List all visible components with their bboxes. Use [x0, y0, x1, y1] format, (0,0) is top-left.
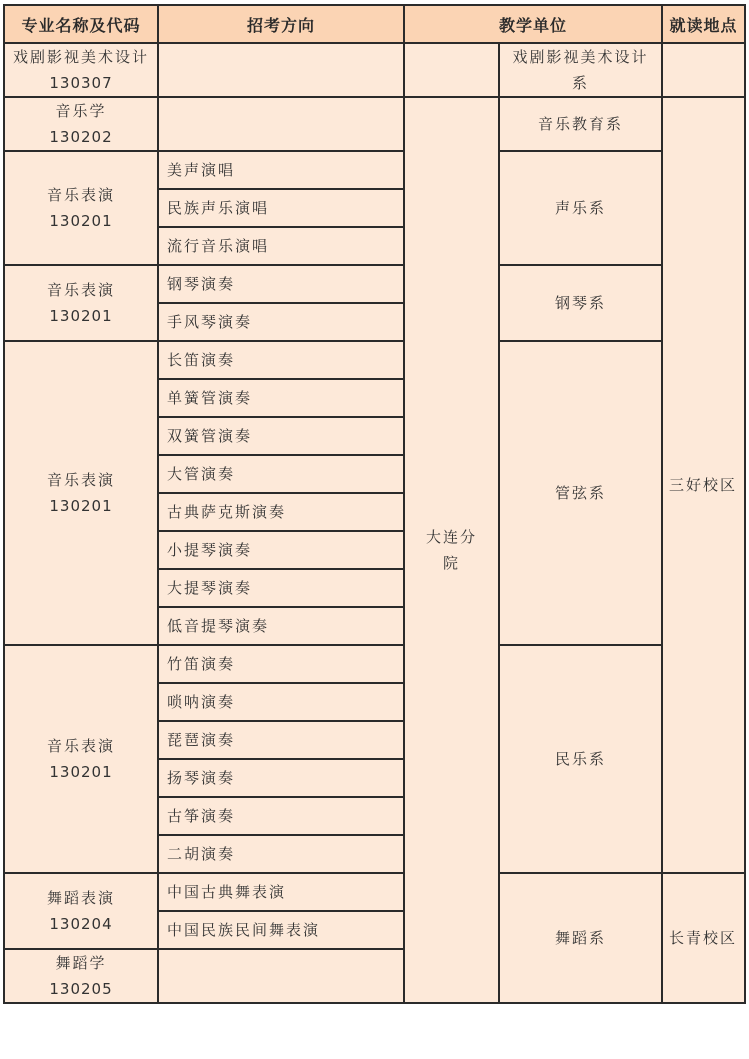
dalian-branch-cell: 大连分院 — [404, 97, 499, 1003]
table-row — [4, 265, 745, 303]
table-row — [4, 97, 745, 151]
direction-cell: 长笛演奏 — [158, 341, 404, 379]
table-row — [4, 43, 745, 97]
major-name: 音乐表演 — [46, 471, 115, 489]
direction-cell: 双簧管演奏 — [158, 417, 404, 455]
direction-cell: 流行音乐演唱 — [158, 227, 404, 265]
major-cell — [4, 265, 158, 341]
table-row — [4, 873, 745, 911]
major-name: 音乐表演 — [46, 281, 115, 299]
table-row — [4, 341, 745, 379]
department-cell: 戏剧影视美术设计系 — [499, 43, 662, 97]
major-code: 130202 — [49, 128, 113, 146]
major-cell — [4, 97, 158, 151]
major-code: 130201 — [49, 763, 113, 781]
header-location: 就读地点 — [662, 5, 745, 43]
direction-cell: 大提琴演奏 — [158, 569, 404, 607]
major-code: 130205 — [49, 980, 113, 998]
major-name: 音乐表演 — [46, 737, 115, 755]
direction-cell: 扬琴演奏 — [158, 759, 404, 797]
major-cell — [4, 873, 158, 949]
direction-cell: 琵琶演奏 — [158, 721, 404, 759]
header-row — [4, 5, 745, 43]
direction-cell: 唢呐演奏 — [158, 683, 404, 721]
table-row — [4, 151, 745, 189]
direction-cell-empty — [158, 97, 404, 151]
table-row — [4, 645, 745, 683]
major-name: 音乐表演 — [46, 186, 115, 204]
major-code: 130201 — [49, 307, 113, 325]
major-code: 130204 — [49, 915, 113, 933]
direction-cell: 古典萨克斯演奏 — [158, 493, 404, 531]
major-cell — [4, 151, 158, 265]
direction-cell: 手风琴演奏 — [158, 303, 404, 341]
direction-cell: 美声演唱 — [158, 151, 404, 189]
campus-sanhao: 三好校区 — [662, 97, 745, 873]
department-cell: 声乐系 — [499, 151, 662, 265]
major-cell — [4, 645, 158, 873]
campus-changqing: 长青校区 — [662, 873, 745, 1003]
direction-cell: 中国民族民间舞表演 — [158, 911, 404, 949]
direction-cell: 二胡演奏 — [158, 835, 404, 873]
major-cell — [4, 949, 158, 1003]
branch-cell-empty — [404, 43, 499, 97]
major-code: 130307 — [49, 74, 113, 92]
header-direction: 招考方向 — [158, 5, 404, 43]
direction-cell: 大管演奏 — [158, 455, 404, 493]
major-name: 舞蹈学 — [55, 954, 107, 972]
direction-cell-empty — [158, 43, 404, 97]
major-name: 戏剧影视美术设计 — [12, 48, 149, 66]
direction-cell-empty — [158, 949, 404, 1003]
major-code: 130201 — [49, 497, 113, 515]
direction-cell: 民族声乐演唱 — [158, 189, 404, 227]
major-name: 音乐学 — [55, 102, 107, 120]
direction-cell: 竹笛演奏 — [158, 645, 404, 683]
major-cell — [4, 43, 158, 97]
direction-cell: 中国古典舞表演 — [158, 873, 404, 911]
header-major: 专业名称及代码 — [4, 5, 158, 43]
direction-cell: 单簧管演奏 — [158, 379, 404, 417]
enrollment-table — [3, 4, 746, 1004]
major-cell — [4, 341, 158, 645]
major-code: 130201 — [49, 212, 113, 230]
direction-cell: 低音提琴演奏 — [158, 607, 404, 645]
location-cell-empty — [662, 43, 745, 97]
department-cell: 音乐教育系 — [499, 97, 662, 151]
department-cell: 民乐系 — [499, 645, 662, 873]
major-name: 舞蹈表演 — [46, 889, 115, 907]
direction-cell: 小提琴演奏 — [158, 531, 404, 569]
department-cell: 钢琴系 — [499, 265, 662, 341]
department-cell: 舞蹈系 — [499, 873, 662, 1003]
direction-cell: 钢琴演奏 — [158, 265, 404, 303]
department-cell: 管弦系 — [499, 341, 662, 645]
header-unit: 教学单位 — [404, 5, 662, 43]
direction-cell: 古筝演奏 — [158, 797, 404, 835]
